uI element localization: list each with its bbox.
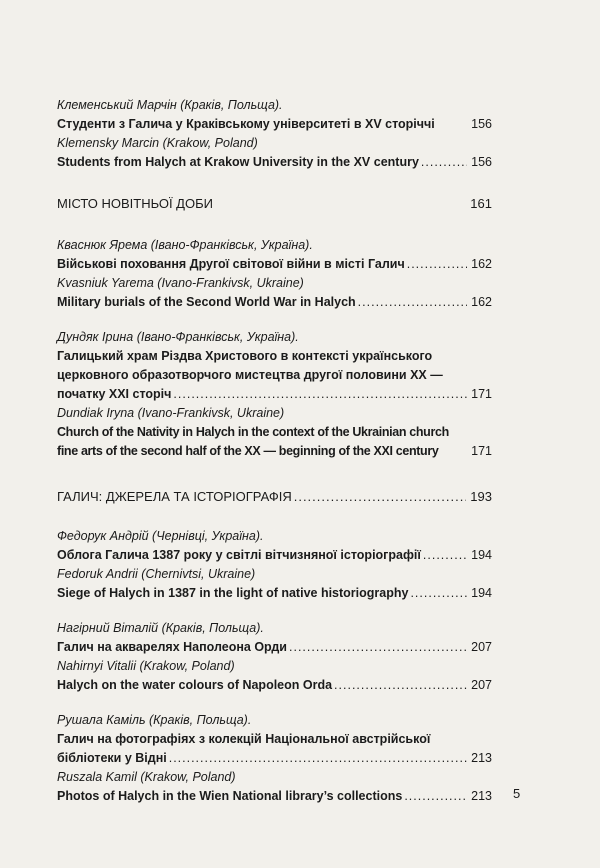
entry-title-en: Students from Halych at Krakow University in the XV century <box>57 155 419 169</box>
dot-leader <box>410 584 467 603</box>
section-heading-row[interactable] <box>57 487 492 507</box>
page-number: 5 <box>513 786 521 801</box>
section-title: МІСТО НОВІТНЬОЇ ДОБИ <box>57 196 213 211</box>
entry-title-row-uk[interactable] <box>57 115 492 134</box>
section-heading-row[interactable] <box>57 194 492 214</box>
entry-author-uk: Рушала Каміль (Краків, Польща). <box>57 713 252 727</box>
entry-title-en: Military burials of the Second World War in Halych <box>57 295 356 309</box>
entry-title-row-uk[interactable] <box>57 546 492 565</box>
entry-title-row-en[interactable] <box>57 584 492 603</box>
entry-title-en: Halych on the water colours of Napoleon Orda <box>57 678 333 692</box>
entry-page-number: 213 <box>471 751 492 765</box>
entry-page-number: 162 <box>471 257 492 271</box>
entry-title-en-line: Church of the Nativity in Halych in the context of the Ukrainian church <box>57 425 449 439</box>
entry-title-en: fine arts of the second half of the XX — beginning of the XXI century <box>57 444 439 458</box>
section-title: ГАЛИЧ: ДЖЕРЕЛА ТА ІСТОРІОГРАФІЯ <box>57 489 292 504</box>
entry-title-uk: Облога Галича 1387 року у світлі вітчизняної історіографії <box>57 548 421 562</box>
table-of-contents <box>57 96 492 822</box>
entry-title-uk: бібліотеки у Відні <box>57 751 167 765</box>
toc-section <box>57 487 492 507</box>
dot-leader <box>407 255 467 274</box>
section-page-number: 161 <box>470 196 492 211</box>
entry-page-number: 194 <box>471 548 492 562</box>
dot-leader <box>334 676 467 695</box>
toc-entry <box>57 236 492 312</box>
dot-leader <box>358 293 467 312</box>
entry-title-row-uk[interactable] <box>57 749 492 768</box>
entry-title-uk: Військові поховання Другої світової війни в місті Галич <box>57 257 405 271</box>
entry-author-en: Kvasniuk Yarema (Ivano-Frankivsk, Ukraine) <box>57 276 304 290</box>
entry-author-en: Nahirnyi Vitalii (Krakow, Poland) <box>57 659 235 673</box>
entry-author-uk: Федорук Андрій (Чернівці, Україна). <box>57 529 264 543</box>
entry-title-uk-line: Галич на фотографіях з колекцій Національної австрійської <box>57 732 431 746</box>
entry-title-row-en[interactable] <box>57 293 492 312</box>
dot-leader <box>289 638 467 657</box>
dot-leader <box>169 749 467 768</box>
toc-entry <box>57 96 492 172</box>
dot-leader <box>421 153 467 172</box>
toc-entry <box>57 328 492 461</box>
entry-title-row-uk[interactable] <box>57 638 492 657</box>
entry-page-number: 207 <box>471 678 492 692</box>
entry-page-number: 156 <box>471 155 492 169</box>
entry-title-row-en[interactable] <box>57 153 492 172</box>
dot-leader <box>173 385 467 404</box>
entry-author-uk: Кваснюк Ярема (Івано-Франківськ, Україна). <box>57 238 313 252</box>
entry-author-uk: Дундяк Ірина (Івано-Франківськ, Україна). <box>57 330 299 344</box>
entry-title-uk-line: церковного образотворчого мистецтва другої половини XX — <box>57 368 443 382</box>
entry-author-en: Fedoruk Andrii (Chernivtsi, Ukraine) <box>57 567 256 581</box>
entry-title-row-en[interactable] <box>57 442 492 461</box>
entry-title-uk: початку XXI сторіч <box>57 387 172 401</box>
entry-page-number: 194 <box>471 586 492 600</box>
dot-leader <box>423 546 467 565</box>
entry-title-uk-line: Галицький храм Різдва Христового в контексті українського <box>57 349 433 363</box>
entry-title-row-en[interactable] <box>57 676 492 695</box>
entry-page-number: 162 <box>471 295 492 309</box>
entry-title-uk: Галич на акварелях Наполеона Орди <box>57 640 287 654</box>
entry-author-en: Dundiak Iryna (Ivano-Frankivsk, Ukraine) <box>57 406 285 420</box>
entry-author-en: Ruszala Kamil (Krakow, Poland) <box>57 770 236 784</box>
entry-title-row-uk[interactable] <box>57 385 492 404</box>
dot-leader <box>294 487 467 507</box>
entry-page-number: 156 <box>471 117 492 131</box>
entry-title-en: Photos of Halych in the Wien National library’s collections <box>57 789 403 803</box>
section-page-number: 193 <box>470 489 492 504</box>
toc-entry <box>57 619 492 695</box>
entry-title-uk: Студенти з Галича у Краківському університеті в XV сторіччі <box>57 117 435 131</box>
entry-page-number: 171 <box>471 387 492 401</box>
entry-author-en: Klemensky Marcin (Krakow, Poland) <box>57 136 258 150</box>
dot-leader <box>404 787 467 806</box>
entry-title-row-en[interactable] <box>57 787 492 806</box>
entry-page-number: 213 <box>471 789 492 803</box>
toc-entry <box>57 711 492 806</box>
entry-author-uk: Нагірний Віталій (Краків, Польща). <box>57 621 264 635</box>
toc-entry <box>57 527 492 603</box>
entry-page-number: 207 <box>471 640 492 654</box>
entry-page-number: 171 <box>471 444 492 458</box>
entry-author-uk: Клеменський Марчін (Краків, Польща). <box>57 98 283 112</box>
entry-title-row-uk[interactable] <box>57 255 492 274</box>
toc-section <box>57 194 492 214</box>
entry-title-en: Siege of Halych in 1387 in the light of native historiography <box>57 586 409 600</box>
